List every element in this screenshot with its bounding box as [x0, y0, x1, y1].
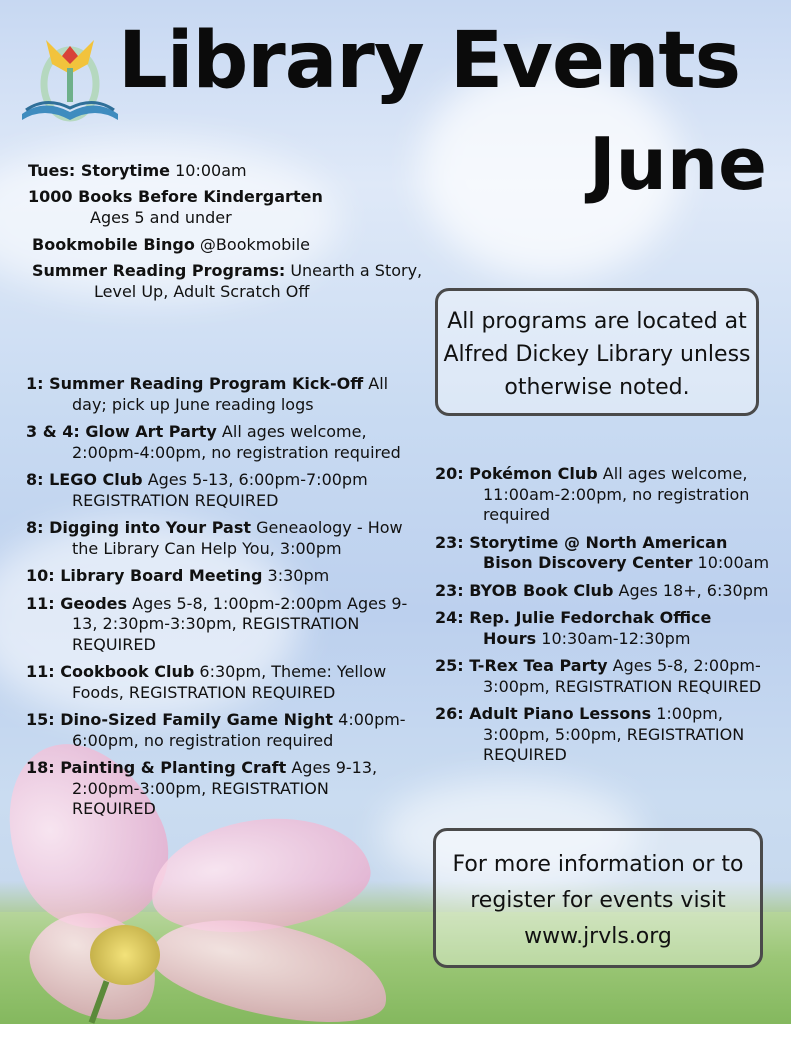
event-item: 23: BYOB Book Club Ages 18+, 6:30pm [435, 580, 769, 600]
weekly-item: Bookmobile Bingo @Bookmobile [32, 235, 311, 254]
event-item: 23: Storytime @ North American Bison Discovery Center 10:00am [435, 532, 770, 572]
event-item: 25: T-Rex Tea Party Ages 5-8, 2:00pm-3:00pm, REGISTRATION REQUIRED [435, 656, 762, 696]
event-item: 26: Adult Piano Lessons 1:00pm, 3:00pm, 5:00pm, REGISTRATION REQUIRED [435, 704, 745, 764]
location-note: All programs are located at Alfred Dickey Library unless otherwise noted. [443, 309, 751, 400]
info-note: For more information or to register for events visit www.jrvls.org [452, 852, 744, 949]
info-note-box [433, 828, 763, 968]
event-item: 18: Painting & Planting Craft Ages 9-13, 2:00pm-3:00pm, REGISTRATION REQUIRED [26, 758, 378, 818]
event-item: 8: LEGO Club Ages 5-13, 6:00pm-7:00pm REGISTRATION REQUIRED [26, 470, 368, 510]
library-book-logo-icon [18, 34, 122, 126]
event-item: 11: Geodes Ages 5-8, 1:00pm-2:00pm Ages 9-13, 2:30pm-3:30pm, REGISTRATION REQUIRED [26, 593, 408, 654]
event-item: 8: Digging into Your Past Geneaology - How the Library Can Help You, 3:00pm [26, 518, 403, 558]
weekly-programs [28, 160, 448, 307]
weekly-item: Tues: Storytime 10:00am [28, 161, 247, 180]
event-item: 10: Library Board Meeting 3:30pm [26, 566, 330, 585]
page-title: Library Events [118, 16, 741, 106]
events-list-left [26, 374, 410, 827]
location-note-box [435, 288, 759, 416]
month-heading: June [588, 122, 767, 206]
event-item: 11: Cookbook Club 6:30pm, Theme: Yellow Foods, REGISTRATION REQUIRED [26, 662, 387, 702]
event-item: 3 & 4: Glow Art Party All ages welcome, 2:00pm-4:00pm, no registration required [26, 422, 401, 462]
events-list-right [435, 464, 770, 773]
event-item: 24: Rep. Julie Fedorchak Office Hours 10:30am-12:30pm [435, 608, 712, 648]
event-item: 15: Dino-Sized Family Game Night 4:00pm-6:00pm, no registration required [26, 710, 406, 750]
event-item: 1: Summer Reading Program Kick-Off All day; pick up June reading logs [26, 374, 389, 414]
weekly-item: Summer Reading Programs: Unearth a Story, Level Up, Adult Scratch Off [32, 261, 423, 301]
weekly-item: 1000 Books Before Kindergarten Ages 5 and under [28, 187, 323, 227]
event-item: 20: Pokémon Club All ages welcome, 11:00am-2:00pm, no registration required [435, 464, 750, 524]
